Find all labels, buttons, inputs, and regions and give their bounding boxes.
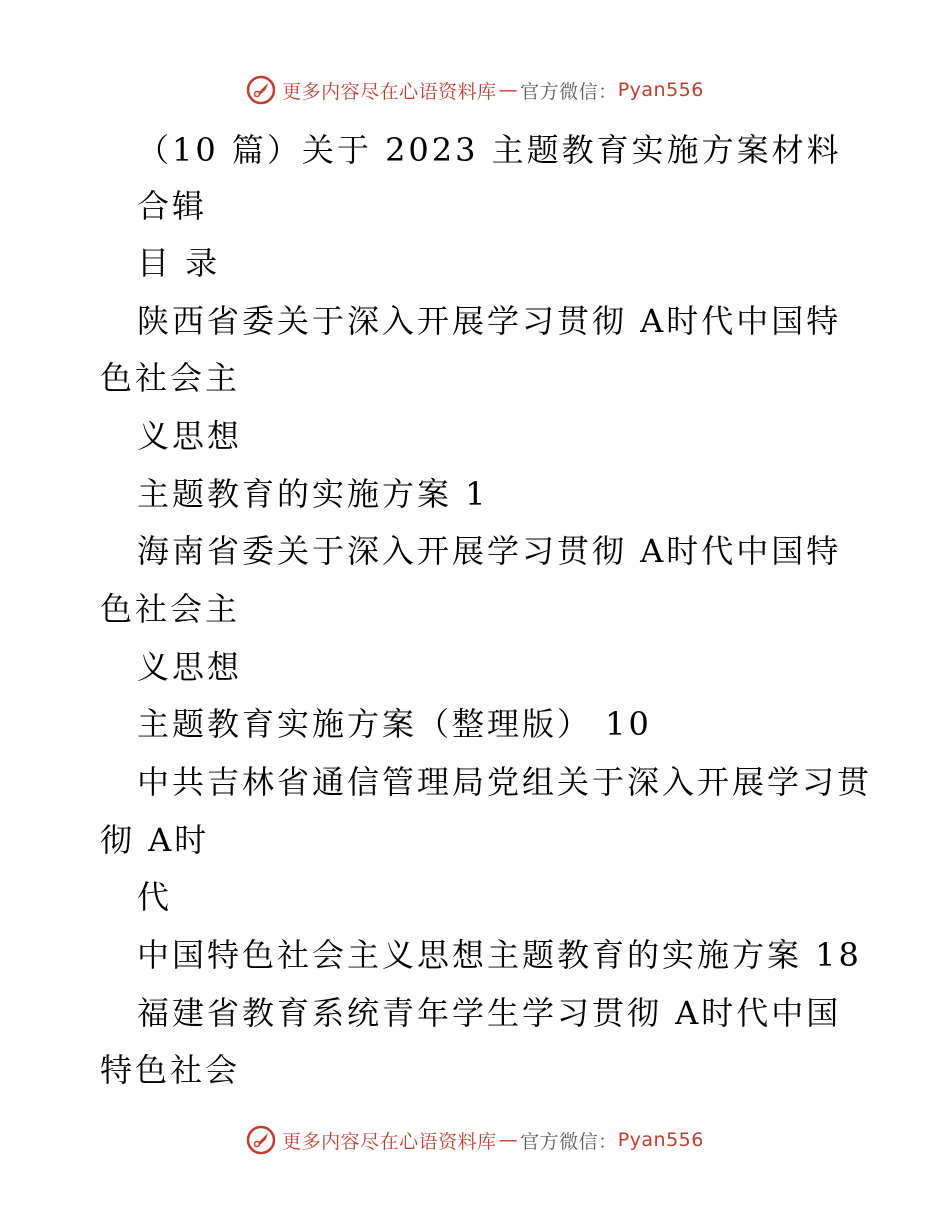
toc-entry-line: 彻 A时 bbox=[100, 821, 210, 859]
toc-heading: 目 录 bbox=[137, 244, 221, 282]
watermark-label: 官方微信： bbox=[520, 80, 618, 103]
toc-entry-line: 特色社会 bbox=[100, 1051, 241, 1089]
watermark-dash: — bbox=[498, 1129, 519, 1151]
watermark-wechat-id: Pyan556 bbox=[617, 1129, 704, 1151]
footer-watermark bbox=[0, 1120, 950, 1160]
toc-entry-line: 色社会主 bbox=[100, 359, 241, 397]
watermark-text: 更多内容尽在心语资料库 bbox=[282, 80, 497, 103]
quill-seal-icon bbox=[246, 1125, 276, 1155]
toc-entry-line: 陕西省委关于深入开展学习贯彻 A时代中国特 bbox=[137, 302, 842, 340]
toc-entry-line: 中国特色社会主义思想主题教育的实施方案 18 bbox=[137, 936, 862, 974]
toc-entry-line: 代 bbox=[137, 878, 173, 916]
quill-seal-icon bbox=[246, 75, 276, 105]
toc-entry-line: 海南省委关于深入开展学习贯彻 A时代中国特 bbox=[137, 532, 842, 570]
watermark-text: 更多内容尽在心语资料库 bbox=[282, 1130, 497, 1153]
toc-entry-line: 福建省教育系统青年学生学习贯彻 A时代中国 bbox=[137, 994, 842, 1032]
toc-entry-line: 义思想 bbox=[137, 417, 243, 455]
document-title: （10 篇）关于 2023 主题教育实施方案材料 bbox=[137, 131, 842, 169]
toc-entry-line: 色社会主 bbox=[100, 590, 241, 628]
toc-entry-line: 中共吉林省通信管理局党组关于深入开展学习贯 bbox=[137, 763, 873, 801]
toc-entry-line: 主题教育的实施方案 1 bbox=[137, 475, 489, 513]
watermark-dash: — bbox=[498, 79, 519, 101]
watermark-label: 官方微信： bbox=[520, 1130, 618, 1153]
header-watermark bbox=[0, 70, 950, 110]
toc-entry-line: 义思想 bbox=[137, 648, 243, 686]
toc-entry-line: 主题教育实施方案（整理版） 10 bbox=[137, 705, 652, 743]
watermark-wechat-id: Pyan556 bbox=[617, 79, 704, 101]
document-title-continued: 合辑 bbox=[137, 187, 208, 225]
